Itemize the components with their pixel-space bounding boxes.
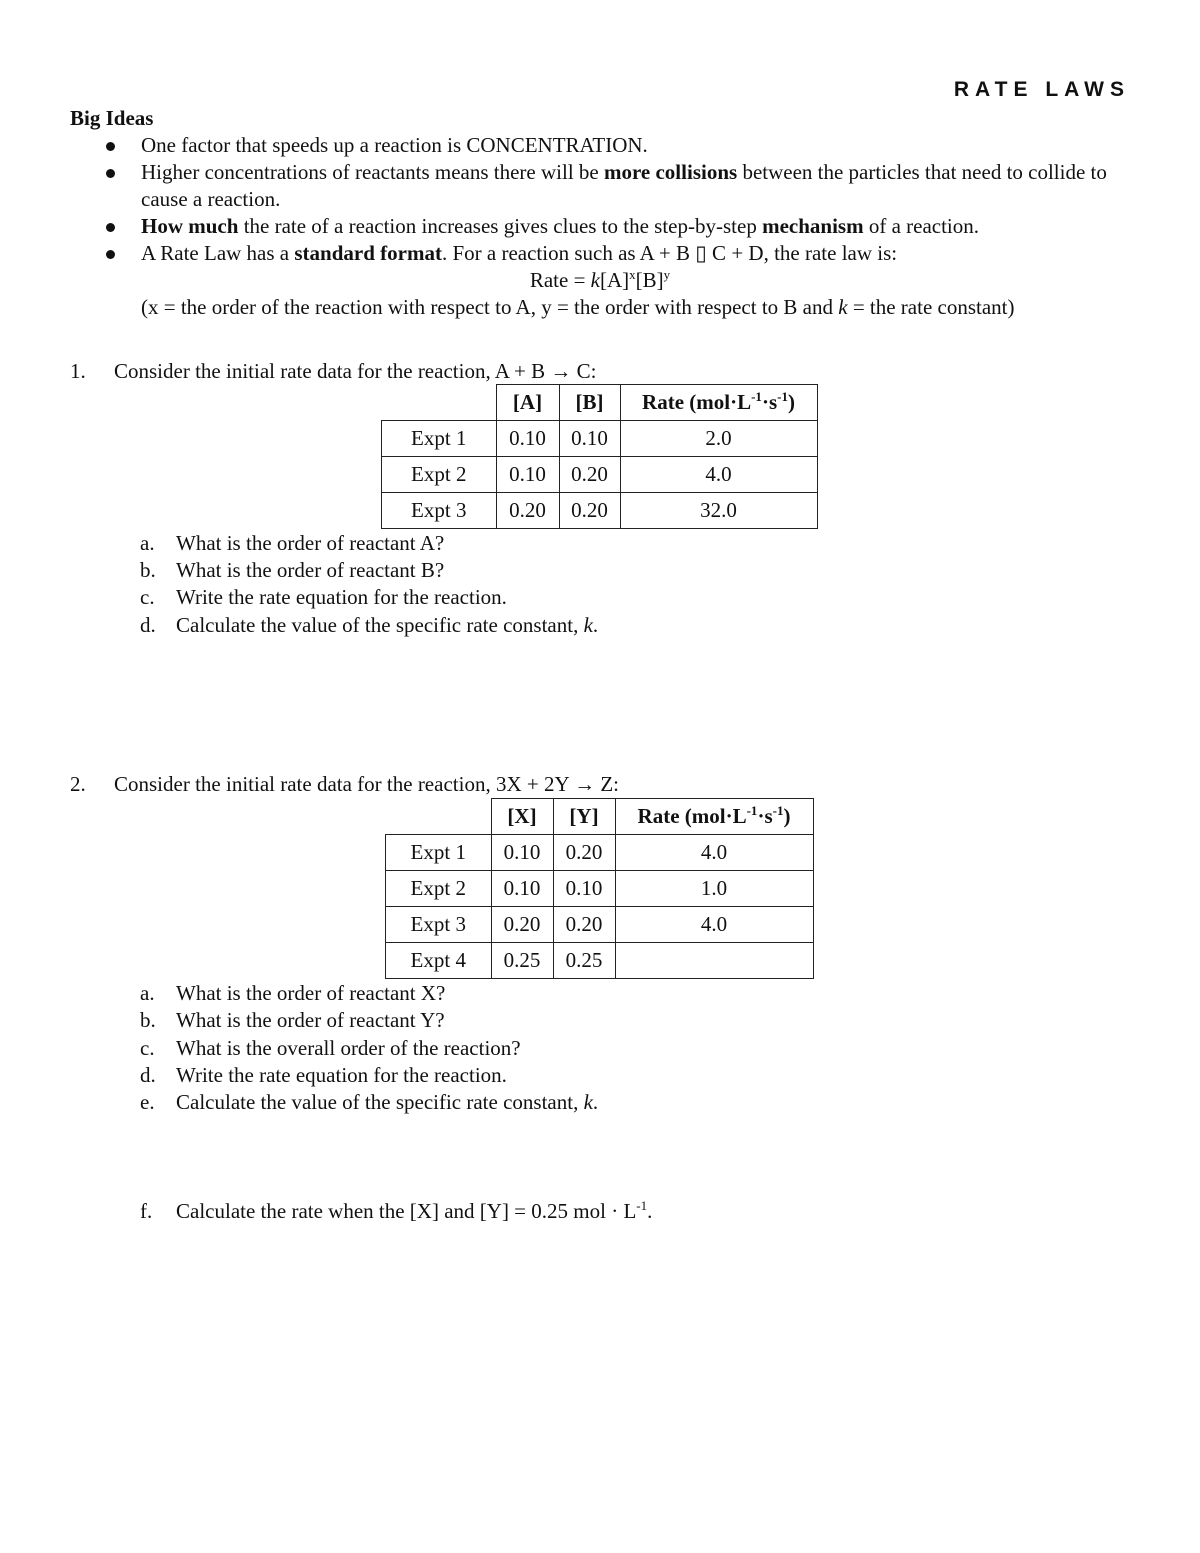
bullet-item: One factor that speeds up a reaction is CONCENTRATION. xyxy=(70,132,1140,159)
q1-sub-d: d. Calculate the value of the specific rate constant, k. xyxy=(140,613,599,637)
page-title: RATE LAWS xyxy=(953,78,1130,101)
q2-sub-d: d. Write the rate equation for the reaction. xyxy=(140,1063,507,1087)
q2-sub-f: f. Calculate the rate when the [X] and [Y] = 0.25 mol · $L^{-1}$. xyxy=(140,1198,653,1223)
table-row: Expt 2 0.10 0.10 1.0 xyxy=(386,871,814,907)
table-header-row: [X] [Y] Rate $(mol\cdot L^{-1}\cdot s^{-1})$ xyxy=(386,799,814,835)
big-ideas-list xyxy=(70,132,1140,267)
q1-sub-c: c. Write the rate equation for the reaction. xyxy=(140,585,507,609)
table-header-row: [A] [B] Rate $(mol\cdot L^{-1}\cdot s^{-1})$ xyxy=(382,385,818,421)
table-row: Expt 2 0.10 0.20 4.0 xyxy=(382,457,818,493)
table-row: Expt 4 0.25 0.25 xyxy=(386,943,814,979)
bullet-icon xyxy=(106,142,115,151)
question-2-text: Consider the initial rate data for the reaction, 3X + 2Y → Z: xyxy=(114,772,619,796)
q2-sub-a: a. What is the order of reactant X? xyxy=(140,981,446,1005)
table-row: Expt 3 0.20 0.20 32.0 xyxy=(382,493,818,529)
big-ideas-heading: Big Ideas xyxy=(70,106,154,130)
q2-sub-b: b. What is the order of reactant Y? xyxy=(140,1008,445,1032)
bullet-item: How much the rate of a reaction increases gives clues to the step-by-step mechanism of a reaction. xyxy=(70,213,1140,240)
q2-sub-e: e. Calculate the value of the specific rate constant, k. xyxy=(140,1090,599,1114)
table-row: Expt 1 0.10 0.20 4.0 xyxy=(386,835,814,871)
rate-law-explanation: (x = the order of the reaction with respect to A, y = the order with respect to B and k = the rate constant) xyxy=(141,295,1015,319)
question-2-number: 2. xyxy=(70,772,86,796)
question-1-number: 1. xyxy=(70,359,86,383)
bullet-icon xyxy=(106,169,115,178)
q1-sub-a: a. What is the order of reactant A? xyxy=(140,531,445,555)
q1-sub-b: b. What is the order of reactant B? xyxy=(140,558,445,582)
question-1-text: Consider the initial rate data for the reaction, A + B → C: xyxy=(114,359,597,383)
bullet-icon xyxy=(106,223,115,232)
q1-rate-table xyxy=(381,384,818,529)
table-row: Expt 1 0.10 0.10 2.0 xyxy=(382,421,818,457)
table-row: Expt 3 0.20 0.20 4.0 xyxy=(386,907,814,943)
bullet-icon xyxy=(106,250,115,259)
bullet-item: Higher concentrations of reactants means there will be more collisions between the particles that need to collide to cause a reaction. xyxy=(70,159,1140,213)
q2-sub-c: c. What is the overall order of the reaction? xyxy=(140,1036,521,1060)
rate-law-equation: Rate = $k[A]^x[B]^y$ xyxy=(529,267,671,292)
q2-rate-table xyxy=(385,798,814,979)
bullet-item: A Rate Law has a standard format. For a reaction such as A + B ▯ C + D, the rate law is: xyxy=(70,240,1140,267)
